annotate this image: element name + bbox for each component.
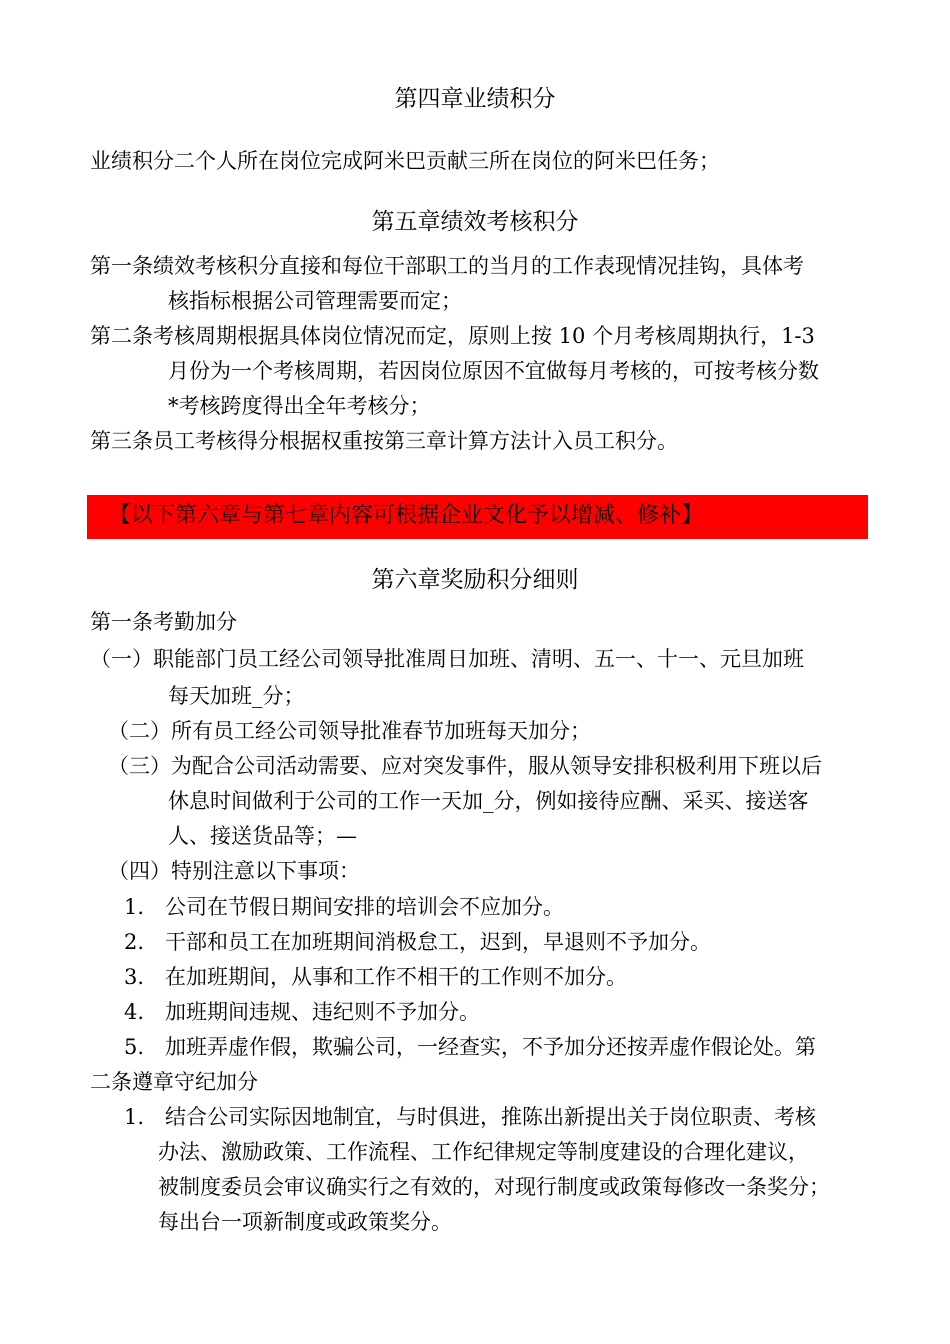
ch6-item-3-line-2: 休息时间做利于公司的工作一天加_分，例如接待应酬、采买、接送客 (168, 789, 809, 813)
ch6-article-2-title: 二条遵章守纪加分 (90, 1070, 258, 1094)
ch5-article-2-line-1: 第二条考核周期根据具体岗位情况而定，原则上按 10 个月考核周期执行，1-3 (90, 324, 815, 348)
ch6-article-2-item-1-line-3: 被制度委员会审议确实行之有效的，对现行制度或政策每修改一条奖分； (158, 1175, 830, 1199)
ch6-item-1-line-2: 每天加班_分； (168, 684, 305, 708)
ch6-article-1-title: 第一条考勤加分 (90, 610, 237, 634)
ch6-article-2-item-1-line-1: 1. 结合公司实际因地制宜，与时俱进，推陈出新提出关于岗位职责、考核 (124, 1105, 817, 1129)
highlight-banner (87, 495, 868, 539)
chapter-5-title: 第五章绩效考核积分 (371, 209, 579, 235)
ch6-note-1: 1. 公司在节假日期间安排的培训会不应加分。 (124, 895, 565, 919)
ch6-item-2-line-1: （二）所有员工经公司领导批准春节加班每天加分； (108, 719, 591, 743)
ch6-item-4-line-1: （四）特别注意以下事项： (108, 859, 360, 883)
ch6-article-2-item-1-line-2: 办法、激励政策、工作流程、工作纪律规定等制度建设的合理化建议， (158, 1140, 809, 1164)
chapter-4-title: 第四章业绩积分 (394, 86, 556, 112)
ch6-note-3: 3. 在加班期间，从事和工作不相干的工作则不加分。 (124, 965, 628, 989)
ch6-item-3-line-1: （三）为配合公司活动需要、应对突发事件，服从领导安排积极利用下班以后 (108, 754, 822, 778)
ch5-article-1-line-2: 核指标根据公司管理需要而定； (168, 289, 462, 313)
ch5-article-3-line-1: 第三条员工考核得分根据权重按第三章计算方法计入员工积分。 (90, 429, 678, 453)
ch6-item-3-line-3: 人、接送货品等；— (168, 824, 357, 848)
banner-text: 【以下第六章与第七章内容可根据企业文化予以增减、修补】 (109, 503, 704, 528)
ch6-item-1-line-1: （一）职能部门员工经公司领导批准周日加班、清明、五一、十一、元旦加班 (90, 647, 804, 671)
ch6-article-2-item-1-line-4: 每出台一项新制度或政策奖分。 (158, 1210, 452, 1234)
ch6-note-4: 4. 加班期间违规、违纪则不予加分。 (124, 1000, 481, 1024)
chapter-6-title: 第六章奖励积分细则 (371, 567, 579, 593)
chapter-4-paragraph: 业绩积分二个人所在岗位完成阿米巴贡献三所在岗位的阿米巴任务； (90, 149, 720, 173)
ch5-article-2-line-3: *考核跨度得出全年考核分； (168, 394, 431, 418)
ch6-note-2: 2. 干部和员工在加班期间消极怠工，迟到，早退则不予加分。 (124, 930, 712, 954)
ch5-article-2-line-2: 月份为一个考核周期，若因岗位原因不宜做每月考核的，可按考核分数 (168, 359, 819, 383)
ch6-note-5: 5. 加班弄虚作假，欺骗公司，一经查实，不予加分还按弄虚作假论处。第 (124, 1035, 817, 1059)
ch5-article-1-line-1: 第一条绩效考核积分直接和每位干部职工的当月的工作表现情况挂钩，具体考 (90, 254, 804, 278)
